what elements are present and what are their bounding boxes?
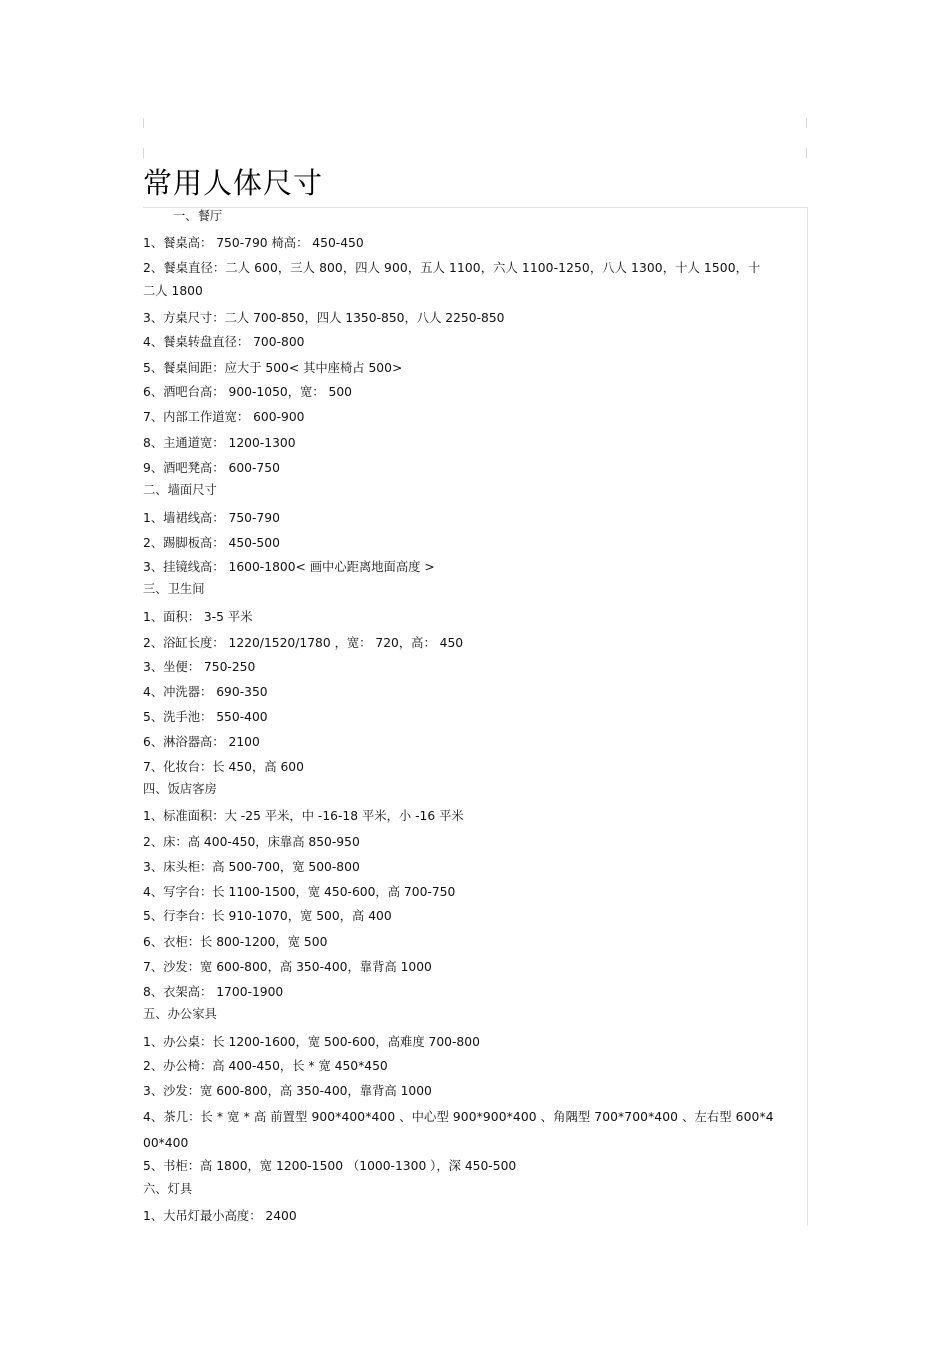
corner-mark-right-lower	[806, 148, 807, 158]
list-item: 1、餐桌高： 750-790 椅高： 450-450	[143, 236, 364, 250]
list-item: 5、洗手池： 550-400	[143, 710, 268, 724]
section-heading-wall: 二、墙面尺寸	[143, 483, 217, 497]
list-item: 1、面积： 3-5 平米	[143, 610, 253, 624]
list-item: 6、衣柜：长 800-1200，宽 500	[143, 935, 328, 949]
list-item: 4、餐桌转盘直径： 700-800	[143, 335, 305, 349]
list-item: 4、茶几：长 * 宽 * 高 前置型 900*400*400 、中心型 900*900*400 、角隅型 700*700*400 、左右型 600*4	[143, 1110, 774, 1124]
document-title: 常用人体尺寸	[143, 166, 324, 200]
list-item: 5、行李台：长 910-1070，宽 500，高 400	[143, 909, 392, 923]
list-item: 6、酒吧台高： 900-1050，宽： 500	[143, 385, 352, 399]
list-item: 4、写字台：长 1100-1500，宽 450-600，高 700-750	[143, 885, 456, 899]
list-item: 7、内部工作道宽： 600-900	[143, 410, 305, 424]
list-item: 1、标准面积：大 -25 平米，中 -16-18 平米，小 -16 平米	[143, 809, 464, 823]
list-item: 1、墙裙线高： 750-790	[143, 511, 280, 525]
corner-mark-left	[143, 118, 144, 128]
section-heading-dining: 一、餐厅	[173, 209, 223, 223]
list-item: 2、踢脚板高： 450-500	[143, 536, 280, 550]
section-heading-bathroom: 三、卫生间	[143, 582, 205, 596]
list-item: 3、沙发：宽 600-800，高 350-400，靠背高 1000	[143, 1084, 432, 1098]
list-item: 9、酒吧凳高： 600-750	[143, 461, 280, 475]
section-heading-office-furniture: 五、办公家具	[143, 1007, 217, 1021]
list-item: 1、办公桌：长 1200-1600，宽 500-600，高难度 700-800	[143, 1035, 480, 1049]
list-item: 8、衣架高： 1700-1900	[143, 985, 284, 999]
list-item: 6、淋浴器高： 2100	[143, 735, 260, 749]
corner-mark-right	[806, 118, 807, 128]
list-item: 1、大吊灯最小高度： 2400	[143, 1209, 297, 1223]
list-item: 5、餐桌间距：应大于 500< 其中座椅占 500>	[143, 361, 403, 375]
list-item: 2、床：高 400-450，床靠高 850-950	[143, 835, 360, 849]
list-item: 5、书柜：高 1800，宽 1200-1500 （1000-1300 ），深 450-500	[143, 1159, 517, 1173]
section-heading-hotel-room: 四、饭店客房	[143, 782, 217, 796]
list-item: 2、浴缸长度： 1220/1520/1780 ，宽： 720，高： 450	[143, 636, 464, 650]
list-item: 2、餐桌直径：二人 600，三人 800，四人 900，五人 1100，六人 1100-1250，八人 1300，十人 1500，十	[143, 261, 761, 275]
section-heading-lighting: 六、灯具	[143, 1182, 193, 1196]
list-item: 2、办公椅：高 400-450，长 * 宽 450*450	[143, 1059, 388, 1073]
list-item: 3、床头柜：高 500-700，宽 500-800	[143, 860, 360, 874]
list-item: 3、挂镜线高： 1600-1800< 画中心距离地面高度 >	[143, 560, 435, 574]
list-item: 8、主通道宽： 1200-1300	[143, 436, 296, 450]
list-item: 7、沙发：宽 600-800，高 350-400，靠背高 1000	[143, 960, 432, 974]
list-item: 4、冲洗器： 690-350	[143, 685, 268, 699]
list-item: 3、方桌尺寸：二人 700-850，四人 1350-850，八人 2250-850	[143, 311, 505, 325]
corner-mark-left-lower	[143, 148, 144, 158]
list-item: 00*400	[143, 1136, 189, 1150]
list-item: 7、化妆台：长 450，高 600	[143, 760, 304, 774]
list-item: 3、坐便： 750-250	[143, 660, 256, 674]
list-item: 二人 1800	[143, 284, 203, 298]
